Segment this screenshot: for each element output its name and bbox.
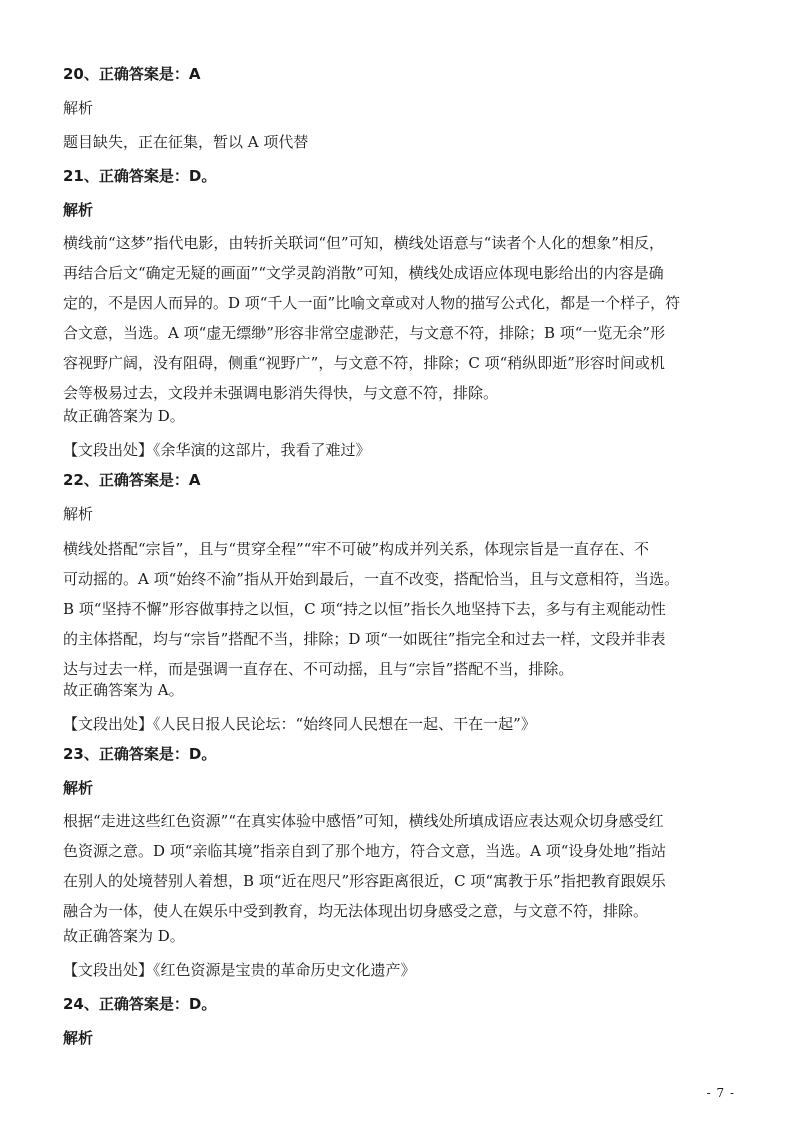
- paragraph-line: 合文意，当选。A 项“虚无缥缈”形容非常空虚渺茫，与文意不符，排除；B 项“一览无余”形: [63, 324, 666, 342]
- analysis-label-22: 解析: [63, 505, 94, 523]
- paragraph-line: 可动摇的。A 项“始终不渝”指从开始到最后，一直不改变，搭配恰当，且与文意相符，当选。: [63, 570, 679, 588]
- analysis-text-20: 题目缺失，正在征集，暂以 A 项代替: [63, 133, 309, 151]
- answer-heading-20: 20、正确答案是：A: [63, 65, 201, 83]
- analysis-label-23: 解析: [63, 779, 94, 797]
- paragraph-line: 的主体搭配，均与“宗旨”搭配不当，排除；D 项“一如既往”指完全和过去一样，文段并非表: [63, 630, 666, 648]
- paragraph-line: 在别人的处境替别人着想，B 项“近在咫尺”形容距离很近，C 项“寓教于乐”指把教育跟娱乐: [63, 872, 666, 890]
- conclusion-22: 故正确答案为 A。: [63, 681, 184, 699]
- answer-heading-24: 24、正确答案是：D。: [63, 995, 217, 1013]
- paragraph-line: 融合为一体，使人在娱乐中受到教育，均无法体现出切身感受之意，与文意不符，排除。: [63, 902, 649, 920]
- paragraph-line: B 项“坚持不懈”形容做事持之以恒，C 项“持之以恒”指长久地坚持下去，多与有主观能动性: [63, 600, 666, 618]
- analysis-paragraph-21: [63, 228, 743, 408]
- paragraph-line: 横线前“这梦”指代电影，由转折关联词“但”可知，横线处语意与“读者个人化的想象”相反，: [63, 234, 665, 252]
- conclusion-23: 故正确答案为 D。: [63, 927, 185, 945]
- analysis-paragraph-22: [63, 534, 743, 684]
- source-21: 【文段出处】《余华演的这部片，我看了难过》: [63, 441, 371, 459]
- source-23: 【文段出处】《红色资源是宝贵的革命历史文化遗产》: [63, 961, 416, 979]
- paragraph-line: 再结合后文“确定无疑的画面”“文学灵韵消散”可知，横线处成语应体现电影给出的内容是确: [63, 264, 664, 282]
- page-number: - 7 -: [706, 1086, 735, 1100]
- answer-heading-22: 22、正确答案是：A: [63, 471, 201, 489]
- paragraph-line: 横线处搭配“宗旨”，且与“贯穿全程”“牢不可破”构成并列关系，体现宗旨是一直存在、不: [63, 540, 650, 558]
- paragraph-line: 会等极易过去，文段并未强调电影消失得快，与文意不符，排除。: [63, 384, 499, 402]
- paragraph-line: 色资源之意。D 项“亲临其境”指亲自到了那个地方，符合文意，当选。A 项“设身处地”指站: [63, 842, 667, 860]
- answer-heading-21: 21、正确答案是：D。: [63, 167, 217, 185]
- conclusion-21: 故正确答案为 D。: [63, 407, 185, 425]
- analysis-paragraph-23: [63, 806, 743, 926]
- paragraph-line: 定的，不是因人而异的。D 项“千人一面”比喻文章或对人物的描写公式化，都是一个样子，符: [63, 294, 681, 312]
- paragraph-line: 根据“走进这些红色资源”“在真实体验中感悟”可知，横线处所填成语应表达观众切身感受红: [63, 812, 664, 830]
- paragraph-line: 达与过去一样，而是强调一直存在、不可动摇，且与“宗旨”搭配不当，排除。: [63, 660, 574, 678]
- answer-heading-23: 23、正确答案是：D。: [63, 745, 217, 763]
- analysis-label-21: 解析: [63, 201, 94, 219]
- analysis-label-24: 解析: [63, 1029, 94, 1047]
- analysis-label-20: 解析: [63, 99, 94, 117]
- source-22: 【文段出处】《人民日报人民论坛：“始终同人民想在一起、干在一起”》: [63, 715, 536, 733]
- paragraph-line: 容视野广阔，没有阻碍，侧重“视野广”，与文意不符，排除；C 项“稍纵即逝”形容时间或机: [63, 354, 665, 372]
